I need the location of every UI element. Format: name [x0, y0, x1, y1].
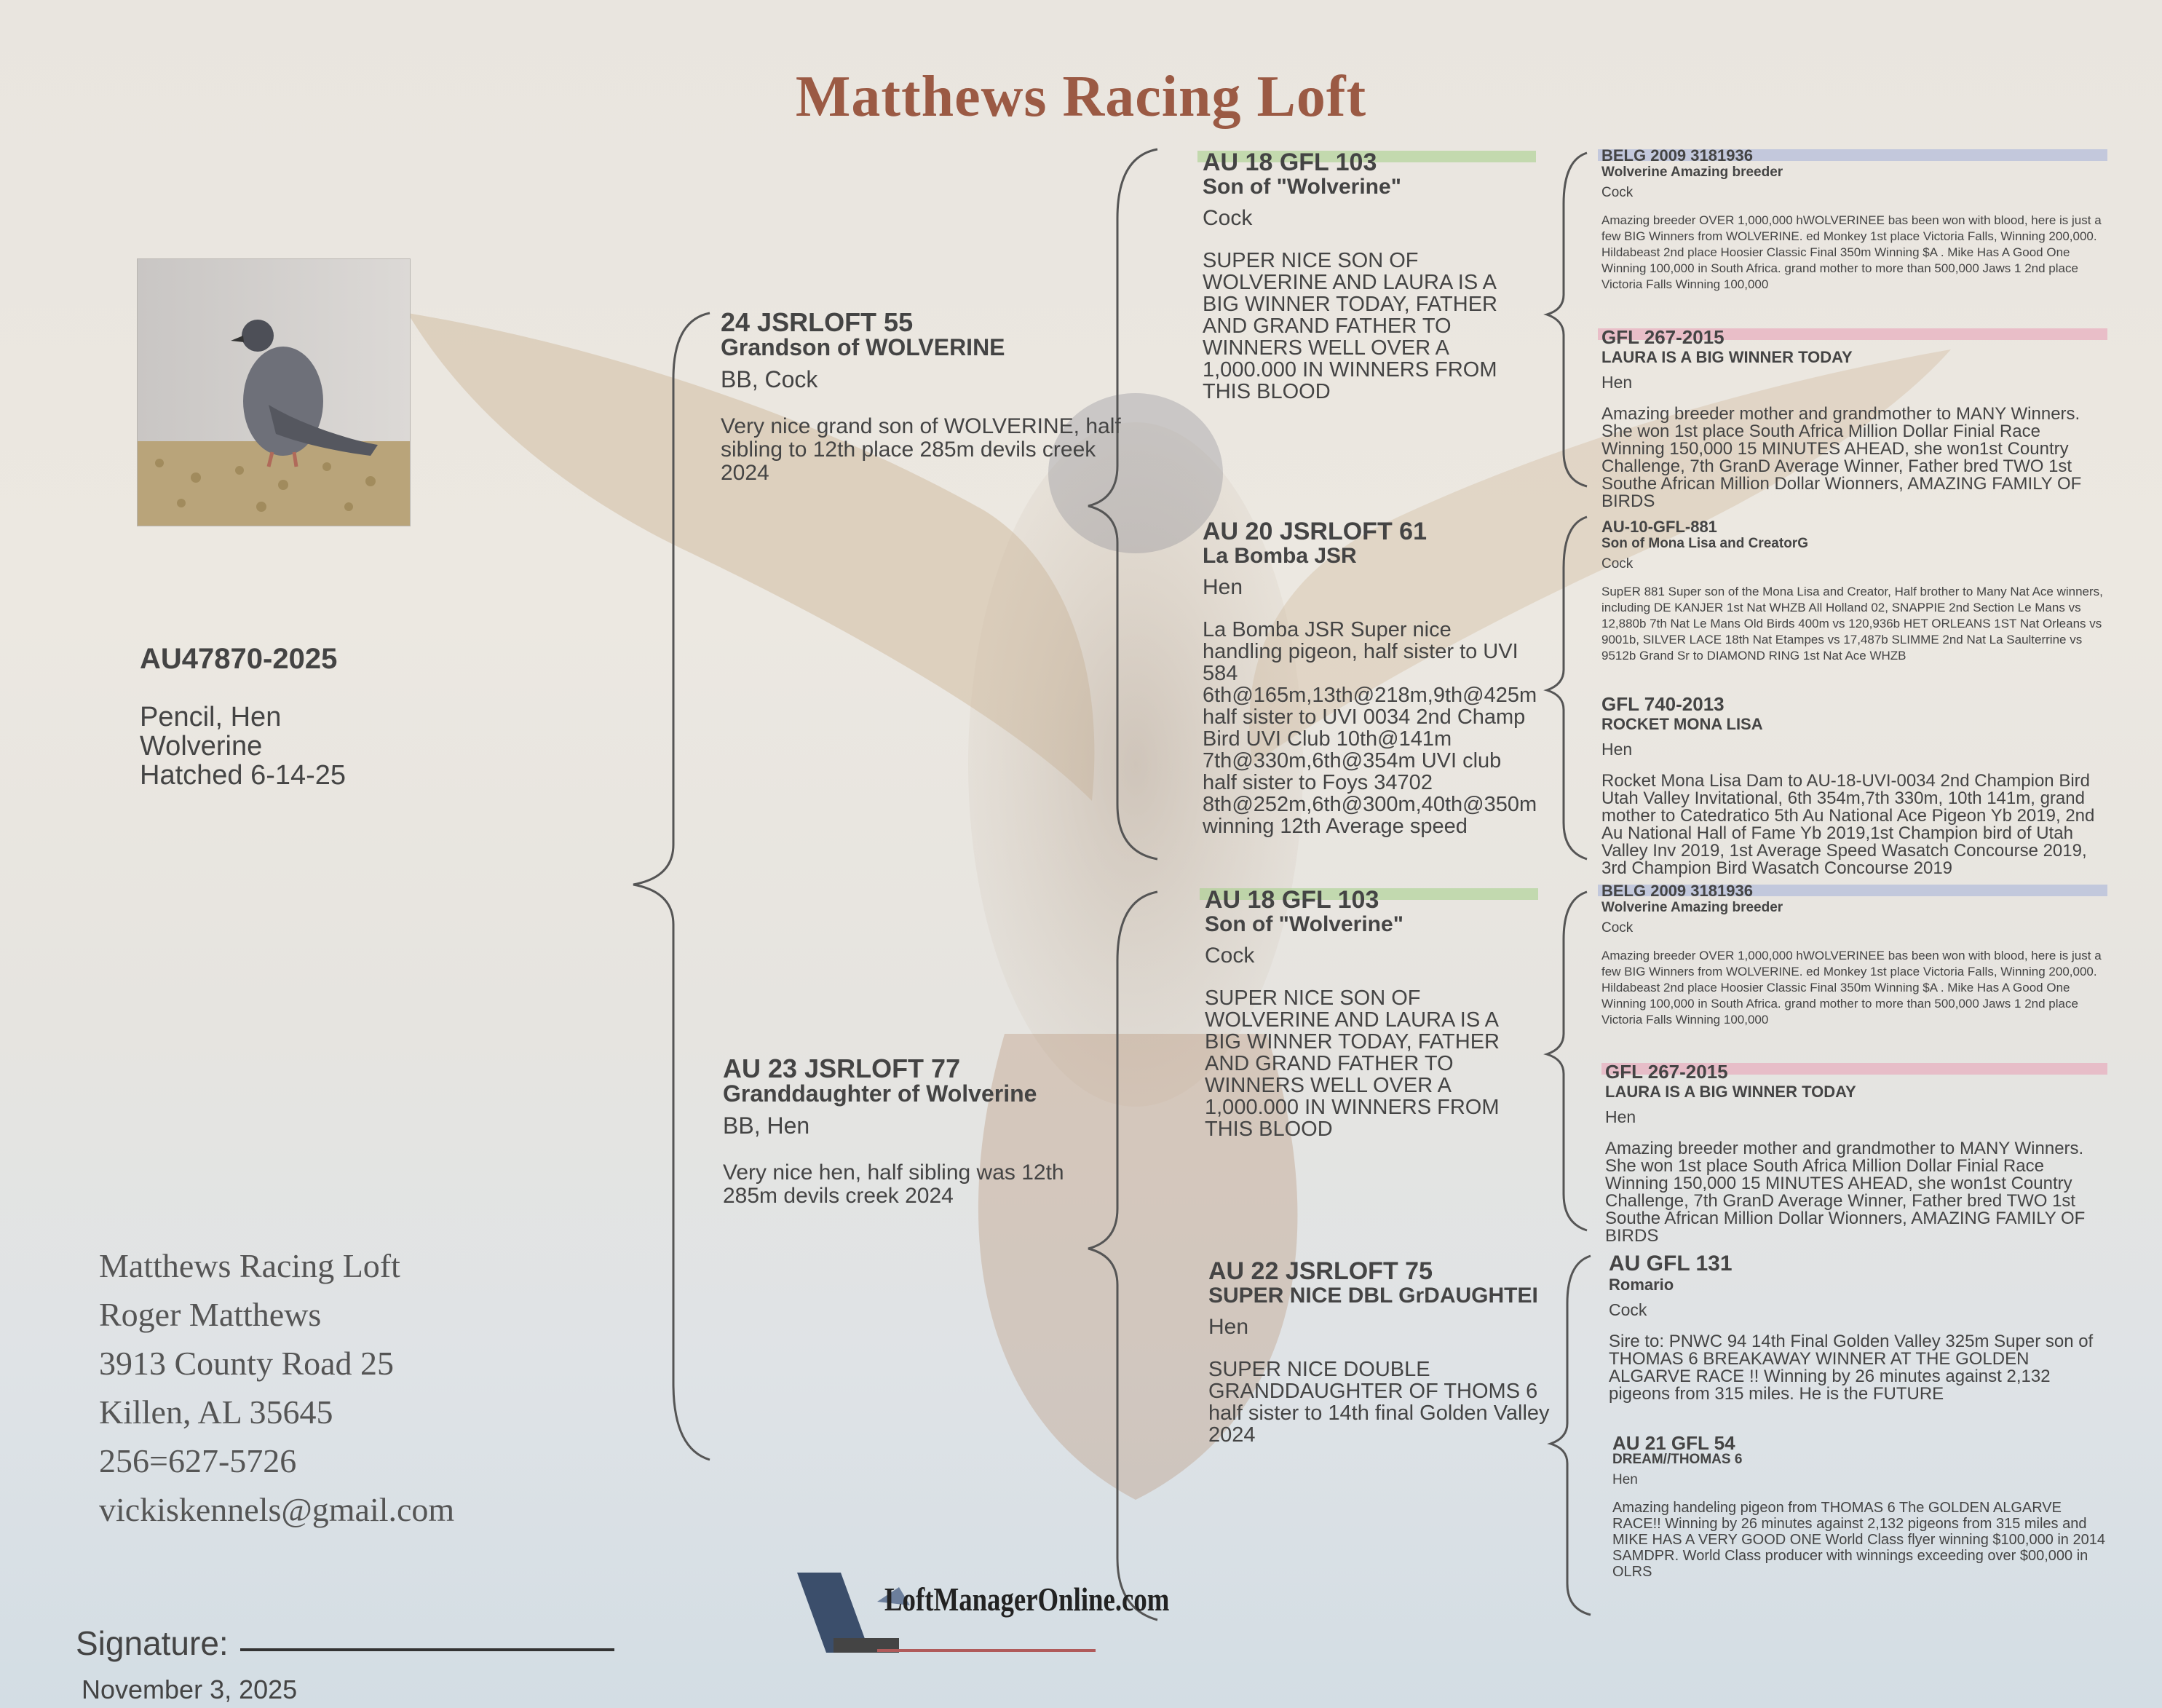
brace-g3-2 — [1547, 517, 1587, 859]
gen4-band: BELG 2009 3181936 — [1601, 882, 1753, 900]
sire-entry — [721, 309, 1128, 485]
gen4-band: GFL 267-2015 — [1605, 1061, 1728, 1083]
gen3-name: Son of "Wolverine" — [1203, 175, 1401, 199]
gen4-name: LAURA IS A BIG WINNER TODAY — [1605, 1083, 1856, 1101]
gen4-band: AU GFL 131 — [1609, 1252, 1733, 1276]
sire-notes: Very nice grand son of WOLVERINE, half sibling to 12th place 285m devils creek 2024 — [721, 414, 1121, 485]
sire-color-sex: BB, Cock — [721, 366, 818, 392]
page-title: Matthews Racing Loft — [795, 65, 1367, 129]
contact-block — [99, 1241, 454, 1534]
brace-sire — [1088, 149, 1157, 859]
sire-name: Grandson of WOLVERINE — [721, 334, 1005, 360]
gen3-sex: Hen — [1208, 1315, 1249, 1339]
gen4-notes: SupER 881 Super son of the Mona Lisa and Creator, Half brother to Many Nat Ace winners, including DE KANJER 1st Nat WHZB All Holland 02, SNAPPIE 2nd Section Le Mans vs 12,880b 7th Nat Le Mans Old Birds 400m vs 120,936b HET ORLEANS 1ST Nat Orleans vs 9001b, SILVER LACE 18th Nat Etampes vs 17,487b SLIMME 2nd Nat La Saulterrine vs 9512b Grand Sr to DIAMOND RING 1st Nat Ace WHZB — [1601, 585, 2103, 663]
gen4-notes: Rocket Mona Lisa Dam to AU-18-UVI-0034 2nd Champion Bird Utah Valley Invitational, 6th 354m,7th 330m, 10th 141m, grand mother to Catedratico 5th Au National Ace Pigeon Yb 2019, 2nd Au National Hall of Fame Yb 2019,1st Champion bird of Utah Valley Inv 2019, 1st Average Speed Wasatch Concourse 2019, 3rd Champion Bird Wasatch Concourse 2019 — [1601, 771, 2095, 878]
gen3-band: AU 18 GFL 103 — [1203, 149, 1377, 176]
bird-hatch-date: Hatched 6-14-25 — [140, 760, 347, 791]
sire-band: 24 JSRLOFT 55 — [721, 307, 914, 337]
contact-name: Roger Matthews — [99, 1296, 322, 1333]
brace-g3-4 — [1551, 1256, 1591, 1615]
gen4-band: AU 21 GFL 54 — [1612, 1432, 1735, 1454]
gen3-sex: Cock — [1203, 206, 1253, 230]
gen3-band: AU 22 JSRLOFT 75 — [1208, 1257, 1433, 1285]
bird-band-number: AU47870-2025 — [140, 643, 338, 675]
gen3-entry — [1203, 518, 1537, 861]
gen4-entry — [1612, 1434, 2107, 1580]
dam-color-sex: BB, Hen — [723, 1112, 810, 1139]
gen4-sex: Cock — [1601, 920, 1634, 936]
gen4-band: GFL 267-2015 — [1601, 326, 1725, 348]
gen3-entry — [1205, 887, 1532, 1140]
gen4-sex: Cock — [1601, 185, 1634, 200]
gen4-name: Wolverine Amazing breeder — [1601, 900, 1783, 915]
gen4-entry — [1605, 1061, 2104, 1245]
contact-city: Killen, AL 35645 — [99, 1393, 333, 1431]
gen4-notes: Amazing breeder OVER 1,000,000 hWOLVERINEE bas been won with blood, here is just a few BIG Winners from WOLVERINE. ed Monkey 1st place Victoria Falls, Winning 200,000. Hildabeast 2nd place Hoosier Classic Final 350m Winning $A . Mike Has A Good One Winning 100,000 in South Africa. grand mother to more than 500,000 Jaws 1 2nd place Victoria Falls Winning 100,000 — [1601, 213, 2102, 291]
dam-entry — [723, 1053, 1101, 1208]
contact-phone: 256=627-5726 — [99, 1442, 297, 1479]
gen4-entry — [1601, 693, 2104, 878]
gen3-sex: Hen — [1203, 575, 1243, 599]
gen4-sex: Hen — [1601, 373, 1633, 392]
bird-strain: Wolverine — [140, 731, 263, 762]
brace-g3-3 — [1547, 892, 1587, 1230]
gen4-band: AU-10-GFL-881 — [1601, 518, 1717, 536]
dam-notes: Very nice hen, half sibling was 12th 285m devils creek 2024 — [723, 1161, 1064, 1208]
gen4-band: GFL 740-2013 — [1601, 693, 1725, 715]
gen4-name: Son of Mona Lisa and CreatorG — [1601, 536, 1808, 551]
brace-dam — [1088, 892, 1157, 1620]
gen4-band: BELG 2009 3181936 — [1601, 146, 1753, 165]
gen4-sex: Cock — [1609, 1300, 1647, 1319]
gen4-name: LAURA IS A BIG WINNER TODAY — [1601, 348, 1853, 366]
gen3-entry — [1208, 1258, 1551, 1446]
gen3-notes: SUPER NICE DOUBLE GRANDDAUGHTER OF THOMS 6 half sister to 14th final Golden Valley 2024 — [1208, 1358, 1550, 1447]
gen3-notes: SUPER NICE SON OF WOLVERINE AND LAURA IS A BIG WINNER TODAY, FATHER AND GRAND FATHER TO WINNERS WELL OVER A 1,000.000 IN WINNERS FROM THIS BLOOD — [1205, 987, 1500, 1141]
gen4-notes: Amazing breeder OVER 1,000,000 hWOLVERINEE bas been won with blood, here is just a few BIG Winners from WOLVERINE. ed Monkey 1st place Victoria Falls, Winning 200,000. Hildabeast 2nd place Hoosier Classic Final 350m Winning $A . Mike Has A Good One Winning 100,000 in South Africa. grand mother to more than 500,000 Jaws 1 2nd place Victoria Falls Winning 100,000 — [1601, 949, 2102, 1027]
document-date: November 3, 2025 — [82, 1675, 298, 1704]
gen3-name: SUPER NICE DBL GrDAUGHTEI — [1208, 1284, 1538, 1308]
contact-address: 3913 County Road 25 — [99, 1345, 395, 1382]
signature-line — [240, 1648, 614, 1651]
dam-band: AU 23 JSRLOFT 77 — [723, 1053, 961, 1083]
gen4-entry — [1601, 518, 2104, 664]
gen4-entry — [1609, 1252, 2111, 1420]
gen4-notes: Amazing breeder mother and grandmother to MANY Winners. She won 1st place South Africa Million Dollar Finial Race Winning 150,000 15 MINUTES AHEAD, she won1st Country Challenge, 7th GranD Average Winner, Father bred TWO 1st Southe African Million Dollar Wionners, AMAZING FAMILY OF BIRDS — [1601, 404, 2082, 511]
dam-name: Granddaughter of Wolverine — [723, 1080, 1037, 1107]
gen4-sex: Cock — [1601, 556, 1634, 572]
gen3-name: Son of "Wolverine" — [1205, 912, 1403, 936]
gen3-notes: SUPER NICE SON OF WOLVERINE AND LAURA IS A BIG WINNER TODAY, FATHER AND GRAND FATHER TO WINNERS WELL OVER A 1,000.000 IN WINNERS FROM THIS BLOOD — [1203, 249, 1497, 403]
gen3-notes: La Bomba JSR Super nice handling pigeon, half sister to UVI 584 6th@165m,13th@218m,9th@425m half sister to UVI 0034 2nd Champ Bird UVI Club 10th@141m 7th@330m,6th@354m UVI club half sister to Foys 34702 8th@252m,6th@300m,40th@350m winning 12th Average speed — [1203, 618, 1537, 838]
gen4-entry — [1601, 326, 2104, 510]
gen4-name: DREAM//THOMAS 6 — [1612, 1452, 1743, 1467]
signature-label: Signature: — [76, 1624, 229, 1662]
gen4-entry — [1601, 147, 2104, 293]
gen4-name: Romario — [1609, 1276, 1674, 1294]
gen4-name: Wolverine Amazing breeder — [1601, 165, 1783, 180]
gen4-sex: Hen — [1601, 740, 1633, 759]
bird-color-sex: Pencil, Hen — [140, 702, 282, 732]
gen3-band: AU 18 GFL 103 — [1205, 886, 1379, 914]
gen4-sex: Hen — [1612, 1472, 1638, 1487]
gen4-name: ROCKET MONA LISA — [1601, 715, 1763, 733]
brace-g3-1 — [1547, 153, 1587, 486]
gen3-sex: Cock — [1205, 944, 1255, 968]
gen4-notes: Amazing breeder mother and grandmother to MANY Winners. She won 1st place South Africa Million Dollar Finial Race Winning 150,000 15 MINUTES AHEAD, she won1st Country Challenge, 7th GranD Average Winner, Father bred TWO 1st Southe African Million Dollar Wionners, AMAZING FAMILY OF BIRDS — [1605, 1139, 2086, 1246]
logo-text: LoftManagerOnline.com — [884, 1581, 1170, 1618]
gen4-notes: Sire to: PNWC 94 14th Final Golden Valley 325m Super son of THOMAS 6 BREAKAWAY WINNER AT THE GOLDEN ALGARVE RACE !! Winning by 26 minutes against 2,132 pigeons from 315 miles. He is the FUTURE — [1609, 1332, 2094, 1404]
gen4-entry — [1601, 882, 2104, 1028]
gen3-name: La Bomba JSR — [1203, 544, 1357, 568]
gen4-sex: Hen — [1605, 1107, 1636, 1126]
gen4-notes: Amazing handeling pigeon from THOMAS 6 The GOLDEN ALGARVE RACE!! Winning by 26 minutes against 2,132 pigeons from 315 miles and MIKE HAS A VERY GOOD ONE World Class flyer winning $100,000 in 2014 SAMDPR. World Class producer with winnings exceeding over $00,000 in OLRS — [1612, 1500, 2105, 1580]
contact-loft: Matthews Racing Loft — [99, 1247, 400, 1284]
brace-gen1 — [633, 313, 710, 1460]
gen3-entry — [1203, 149, 1530, 403]
gen3-band: AU 20 JSRLOFT 61 — [1203, 518, 1427, 545]
contact-email: vickiskennels@gmail.com — [99, 1491, 455, 1528]
